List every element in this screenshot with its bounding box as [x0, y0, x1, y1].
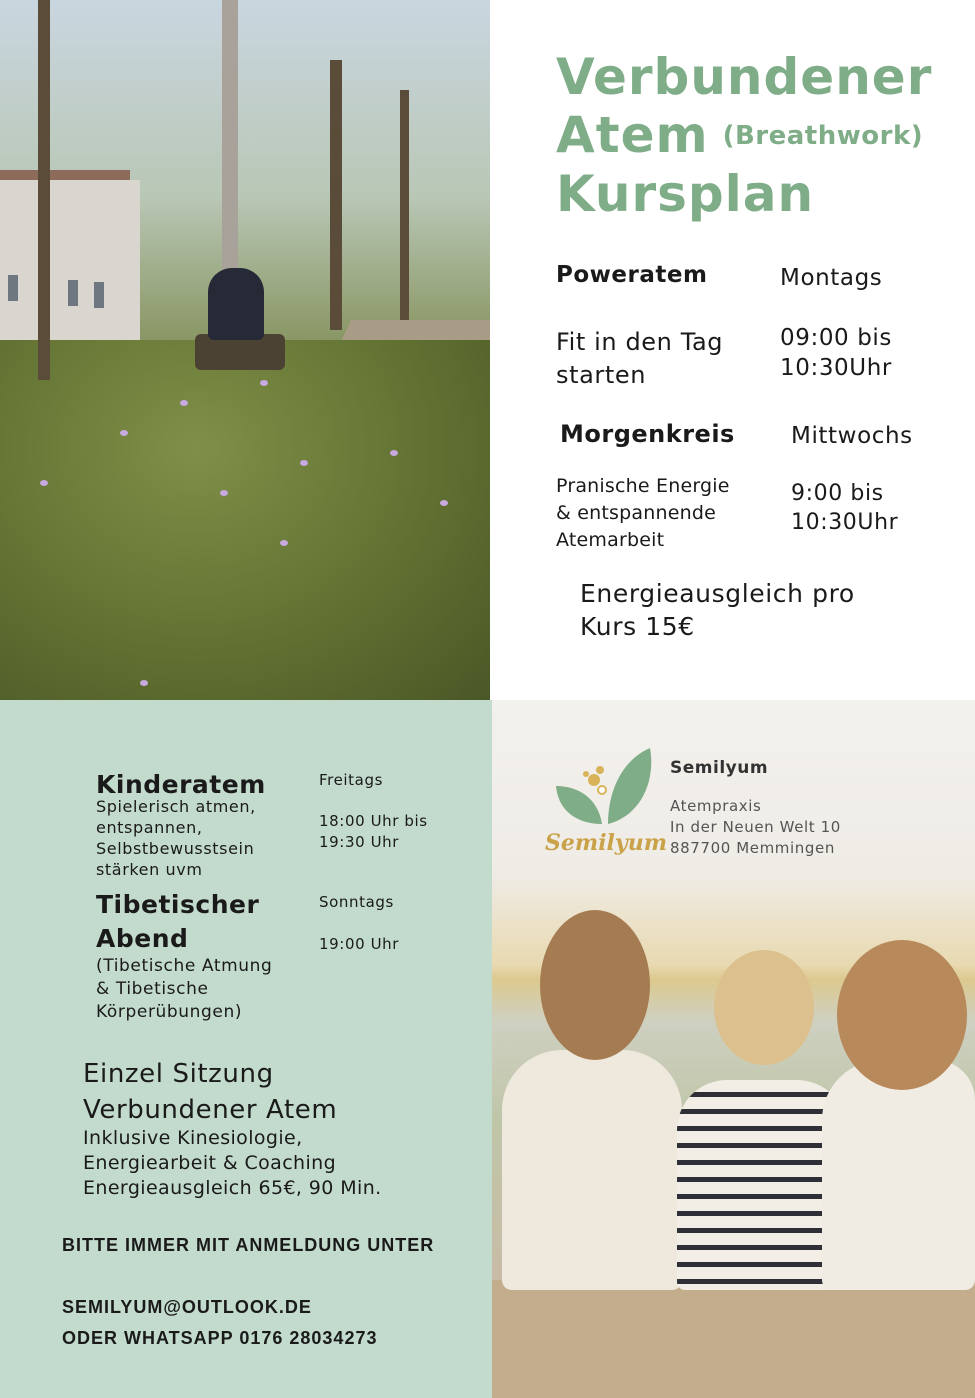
meditation-park-photo — [0, 0, 490, 700]
logo-dot — [583, 771, 589, 777]
single-session-desc-line: Energieausgleich 65€, 90 Min. — [83, 1177, 382, 1199]
building — [0, 180, 140, 360]
price-note-line: Energieausgleich pro — [580, 579, 855, 608]
contact-note: BITTE IMMER MIT ANMELDUNG UNTER — [62, 1235, 435, 1255]
tree-trunk — [330, 60, 342, 330]
price-note-line: Kurs 15€ — [580, 612, 695, 641]
address-line: 887700 Memmingen — [670, 839, 835, 857]
course-morgenkreis-desc — [556, 473, 730, 554]
single-session-title-line: Einzel Sitzung — [83, 1059, 274, 1089]
course-kinderatem-time-line: 18:00 Uhr bis — [319, 812, 428, 830]
crocus-flower — [120, 430, 128, 436]
course-tibet-time: 19:00 Uhr — [319, 935, 400, 953]
brand-address — [670, 796, 841, 859]
course-kinderatem-desc — [96, 796, 256, 880]
course-poweratem-time-line: 09:00 bis — [780, 325, 892, 351]
course-morgenkreis-time-line: 9:00 bis — [791, 481, 884, 506]
course-poweratem-desc-line: Fit in den Tag — [556, 328, 724, 356]
title-line-3: Kursplan — [556, 165, 815, 223]
logo-dot — [588, 774, 600, 786]
course-poweratem-title: Poweratem — [556, 262, 708, 288]
child-right-hair — [837, 940, 967, 1090]
course-kinderatem-title: Kinderatem — [96, 770, 266, 799]
meditating-person — [208, 268, 264, 340]
brand-name: Semilyum — [670, 758, 769, 778]
semilyum-logo — [545, 746, 667, 862]
title-line-2-main: Atem — [556, 106, 709, 164]
building-window — [8, 275, 18, 301]
building-window — [68, 280, 78, 306]
price-note — [580, 577, 855, 643]
course-poweratem-desc — [556, 326, 723, 392]
single-session-desc — [83, 1126, 382, 1201]
crocus-flower — [220, 490, 228, 496]
tree-trunk — [400, 90, 409, 320]
course-morgenkreis-day: Mittwochs — [791, 423, 913, 449]
logo-dot — [598, 786, 606, 794]
stone-bench — [492, 1280, 975, 1398]
course-morgenkreis-desc-line: & entspannende — [556, 502, 717, 524]
tree-trunk — [38, 0, 50, 380]
course-kinderatem-desc-line: Spielerisch atmen, — [96, 797, 256, 816]
course-tibet-desc-line: (Tibetische Atmung — [96, 956, 273, 976]
crocus-flower — [260, 380, 268, 386]
child-left-hair — [540, 910, 650, 1060]
course-kinderatem-desc-line: entspannen, — [96, 818, 203, 837]
course-poweratem-day: Montags — [780, 265, 883, 291]
title-line-1: Verbundener — [556, 48, 933, 106]
crocus-flower — [300, 460, 308, 466]
course-morgenkreis-desc-line: Atemarbeit — [556, 529, 665, 551]
course-tibet-day: Sonntags — [319, 893, 394, 911]
contact-email[interactable]: SEMILYUM@OUTLOOK.DE — [62, 1297, 312, 1317]
crocus-flower — [180, 400, 188, 406]
title-subtitle: (Breathwork) — [722, 121, 924, 151]
course-poweratem-desc-line: starten — [556, 361, 647, 389]
title-line-2 — [556, 106, 932, 165]
crocus-flower — [40, 480, 48, 486]
single-session-title-line: Verbundener Atem — [83, 1095, 338, 1125]
course-tibet-title-line: Abend — [96, 924, 189, 953]
course-morgenkreis-desc-line: Pranische Energie — [556, 475, 730, 497]
course-kinderatem-desc-line: stärken uvm — [96, 860, 203, 879]
building-window — [94, 282, 104, 308]
crocus-flower — [140, 680, 148, 686]
contact-whatsapp[interactable]: ODER WHATSAPP 0176 28034273 — [62, 1328, 378, 1348]
course-kinderatem-time-line: 19:30 Uhr — [319, 833, 400, 851]
course-morgenkreis-time-line: 10:30Uhr — [791, 510, 899, 535]
logo-dot — [596, 766, 604, 774]
course-kinderatem-day: Freitags — [319, 771, 383, 789]
crocus-flower — [280, 540, 288, 546]
address-line: In der Neuen Welt 10 — [670, 818, 841, 836]
single-session-title — [83, 1056, 337, 1128]
course-tibet-desc — [96, 955, 272, 1024]
logo-leaf-left — [556, 786, 602, 824]
child-right-body — [822, 1060, 975, 1290]
logo-leaf-right — [608, 748, 651, 824]
course-tibet-title-line: Tibetischer — [96, 890, 260, 919]
course-kinderatem-desc-line: Selbstbewusstsein — [96, 839, 255, 858]
birch-trunk — [222, 0, 238, 270]
child-middle-hair — [714, 950, 814, 1065]
meadow — [0, 340, 490, 700]
course-poweratem-time — [780, 323, 892, 383]
address-line: Atempraxis — [670, 797, 762, 815]
crocus-flower — [440, 500, 448, 506]
page-title — [556, 48, 932, 223]
course-tibet-desc-line: Körperübungen) — [96, 1002, 243, 1022]
single-session-desc-line: Energiearbeit & Coaching — [83, 1152, 337, 1174]
course-morgenkreis-title: Morgenkreis — [560, 420, 735, 448]
course-tibet-desc-line: & Tibetische — [96, 979, 209, 999]
course-poweratem-time-line: 10:30Uhr — [780, 355, 892, 381]
child-left-body — [502, 1050, 682, 1290]
course-tibet-title — [96, 888, 259, 956]
single-session-desc-line: Inklusive Kinesiologie, — [83, 1127, 303, 1149]
logo-wordmark: Semilyum — [545, 830, 667, 856]
crocus-flower — [390, 450, 398, 456]
course-morgenkreis-time — [791, 479, 898, 537]
course-kinderatem-time — [319, 811, 428, 853]
